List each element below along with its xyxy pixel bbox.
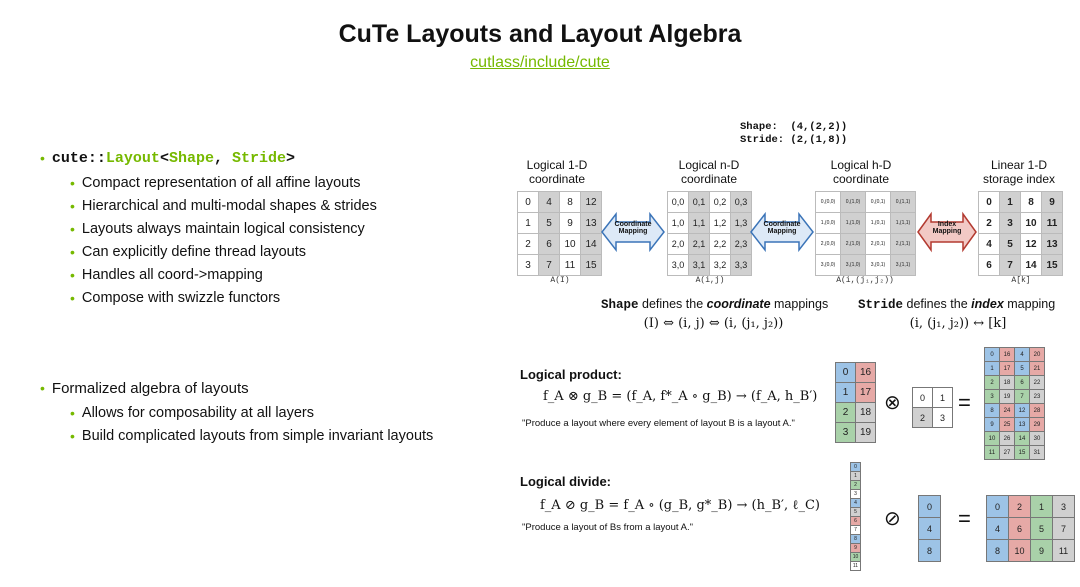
cell: 15 xyxy=(1015,446,1030,460)
cell: 3,0 xyxy=(668,255,689,276)
cell: 8 xyxy=(1021,192,1042,213)
cell: 0,(0,1) xyxy=(866,192,891,213)
bullet-algebra xyxy=(40,380,249,397)
cell: 1,3 xyxy=(731,213,752,234)
arrow-label-3: Index Mapping xyxy=(932,221,962,235)
heading-hd: Logical h-D coordinate xyxy=(830,158,892,186)
cell: 21 xyxy=(1030,362,1045,376)
cell: 5 xyxy=(1000,234,1021,255)
caption-nd: A(i,j) xyxy=(695,276,725,285)
cell: 3 xyxy=(836,423,856,443)
table-row xyxy=(816,234,916,255)
cell: 23 xyxy=(1030,390,1045,404)
table-row xyxy=(851,463,861,472)
table-row xyxy=(518,192,602,213)
table-row xyxy=(851,481,861,490)
bullet-dot: • xyxy=(70,267,75,283)
cell: 3 xyxy=(851,490,861,499)
cell: 9 xyxy=(851,544,861,553)
cell: 11 xyxy=(1042,213,1063,234)
bullet-dot: • xyxy=(70,244,75,260)
stride-def-em: index xyxy=(971,297,1004,311)
cell: 7 xyxy=(1000,255,1021,276)
cell: 0,1 xyxy=(689,192,710,213)
cell: 13 xyxy=(581,213,602,234)
table-row xyxy=(985,418,1045,432)
cell: 1 xyxy=(518,213,539,234)
table-row xyxy=(851,526,861,535)
cell: 12 xyxy=(581,192,602,213)
cell: 2 xyxy=(518,234,539,255)
table-row xyxy=(851,472,861,481)
arrow-label-2: Coordinate Mapping xyxy=(763,221,801,235)
equals-symbol-1: = xyxy=(958,390,971,415)
grid-linear xyxy=(978,191,1063,276)
cell: 17 xyxy=(856,383,876,403)
heading-linear: Linear 1-D storage index xyxy=(982,158,1056,186)
cell: 1,(1,0) xyxy=(841,213,866,234)
table-row xyxy=(985,432,1045,446)
cell: 3,2 xyxy=(710,255,731,276)
shape-line: Shape: (4,(2,2)) xyxy=(740,121,848,133)
cell: 11 xyxy=(1053,540,1075,562)
grid-1d xyxy=(517,191,602,276)
cell: 1 xyxy=(836,383,856,403)
bullet-dot: • xyxy=(40,380,45,396)
logical-divide-quote: "Produce a layout of Bs from a layout A." xyxy=(522,522,693,533)
arrow-label-1: Coordinate Mapping xyxy=(614,221,652,235)
sub-bullet-layout-1 xyxy=(70,198,377,214)
logical-divide-heading: Logical divide: xyxy=(520,474,612,489)
table-row xyxy=(985,390,1045,404)
bullet-dot: • xyxy=(70,428,75,444)
shape-def xyxy=(601,297,828,312)
cell: 7 xyxy=(1053,518,1075,540)
bullet-dot: • xyxy=(70,198,75,214)
cell: 4 xyxy=(539,192,560,213)
table-row xyxy=(987,496,1075,518)
cell: 0,(1,0) xyxy=(841,192,866,213)
cell: 2,(1,0) xyxy=(841,234,866,255)
sub-bullet-text: Layouts always maintain logical consistency xyxy=(81,221,365,237)
cell: 6 xyxy=(979,255,1000,276)
table-row xyxy=(919,518,941,540)
cell: 16 xyxy=(856,363,876,383)
cell: 7 xyxy=(539,255,560,276)
cell: 1 xyxy=(933,388,953,408)
table-row xyxy=(985,376,1045,390)
page-title: CuTe Layouts and Layout Algebra xyxy=(338,20,742,48)
cell: 2,(0,1) xyxy=(866,234,891,255)
oslash-symbol: ⊘ xyxy=(884,508,901,530)
product-result xyxy=(984,347,1045,460)
cell: 13 xyxy=(1015,418,1030,432)
table-row xyxy=(851,562,861,571)
caption-hd: A(i,(j₁,j₂)) xyxy=(836,276,894,285)
cell: 31 xyxy=(1030,446,1045,460)
cell: 1 xyxy=(1000,192,1021,213)
cell: 1,0 xyxy=(668,213,689,234)
sub-bullet-text: Compact representation of all affine layouts xyxy=(81,175,361,191)
cell: 11 xyxy=(560,255,581,276)
cell: 6 xyxy=(539,234,560,255)
cell: 1,(1,1) xyxy=(891,213,916,234)
cell: 0 xyxy=(985,348,1000,362)
cell: 11 xyxy=(985,446,1000,460)
grid-nd xyxy=(667,191,752,276)
cell: 19 xyxy=(1000,390,1015,404)
table-row xyxy=(985,362,1045,376)
stride-def-eq: (i, (j₁, j₂)) ↔ [k] xyxy=(909,316,1007,331)
stride-def xyxy=(858,297,1055,312)
sub-bullet-text: Allows for composability at all layers xyxy=(81,405,314,421)
cell: 8 xyxy=(560,192,581,213)
sub-bullet-text: Compose with swizzle functors xyxy=(81,290,281,306)
logical-product-eq: f_A ⊗ g_B = (f_A, f*_A ∘ g_B) → (f_A, h_B′) xyxy=(543,389,818,404)
product-layout-b xyxy=(912,387,953,428)
sub-bullet-text: Build complicated layouts from simple invariant layouts xyxy=(81,428,434,444)
table-row xyxy=(985,404,1045,418)
logical-product-heading: Logical product: xyxy=(520,367,622,382)
divide-layout-b xyxy=(918,495,941,562)
cell: 9 xyxy=(560,213,581,234)
code-gt: > xyxy=(286,150,296,167)
grid-hd xyxy=(815,191,916,276)
cell: 1,2 xyxy=(710,213,731,234)
heading-nd: Logical n-D coordinate xyxy=(678,158,740,186)
cell: 9 xyxy=(1042,192,1063,213)
table-row xyxy=(979,234,1063,255)
code-comma: , xyxy=(213,150,232,167)
code-lt: < xyxy=(159,150,169,167)
table-row xyxy=(851,553,861,562)
bullet-layout xyxy=(40,150,295,167)
table-row xyxy=(851,490,861,499)
cell: 1 xyxy=(1031,496,1053,518)
table-row xyxy=(851,517,861,526)
cell: 2,0 xyxy=(668,234,689,255)
cell: 6 xyxy=(1015,376,1030,390)
sub-bullet-text: Can explicitly define thread layouts xyxy=(81,244,306,260)
shape-def-code: Shape xyxy=(601,298,639,312)
cell: 5 xyxy=(1031,518,1053,540)
cell: 0,2 xyxy=(710,192,731,213)
cell: 8 xyxy=(851,535,861,544)
cell: 0,0 xyxy=(668,192,689,213)
cell: 6 xyxy=(851,517,861,526)
table-row xyxy=(668,234,752,255)
bullet-dot: • xyxy=(70,405,75,421)
cell: 3,(0,0) xyxy=(816,255,841,276)
heading-1d: Logical 1-D coordinate xyxy=(526,158,588,186)
cell: 5 xyxy=(539,213,560,234)
cell: 27 xyxy=(1000,446,1015,460)
table-row xyxy=(851,508,861,517)
cell: 2 xyxy=(851,481,861,490)
cell: 15 xyxy=(1042,255,1063,276)
divide-result xyxy=(986,495,1075,562)
table-row xyxy=(913,388,953,408)
cell: 3,3 xyxy=(731,255,752,276)
product-layout-a xyxy=(835,362,876,443)
cell: 1 xyxy=(985,362,1000,376)
cell: 9 xyxy=(985,418,1000,432)
cell: 10 xyxy=(851,553,861,562)
cell: 9 xyxy=(1031,540,1053,562)
source-path-link[interactable]: cutlass/include/cute xyxy=(470,54,610,71)
cell: 0 xyxy=(979,192,1000,213)
table-row xyxy=(668,255,752,276)
table-row xyxy=(668,213,752,234)
table-row xyxy=(836,363,876,383)
table-row xyxy=(816,213,916,234)
sub-bullet-algebra-0 xyxy=(70,405,314,421)
cell: 3,(0,1) xyxy=(866,255,891,276)
bullet-dot: • xyxy=(40,150,45,166)
caption-1d: A(I) xyxy=(550,276,570,285)
cell: 2 xyxy=(913,408,933,428)
cell: 2,(0,0) xyxy=(816,234,841,255)
table-row xyxy=(979,192,1063,213)
divide-layout-a xyxy=(850,462,861,571)
equals-symbol-2: = xyxy=(958,506,971,531)
cell: 19 xyxy=(856,423,876,443)
cell: 0,3 xyxy=(731,192,752,213)
cell: 3 xyxy=(933,408,953,428)
code-stride: Stride xyxy=(231,150,286,167)
table-row xyxy=(816,192,916,213)
cell: 1 xyxy=(851,472,861,481)
shape-def-text: defines the xyxy=(638,297,707,311)
cell: 16 xyxy=(1000,348,1015,362)
cell: 4 xyxy=(1015,348,1030,362)
code-namespace: cute:: xyxy=(51,150,106,167)
cell: 4 xyxy=(919,518,941,540)
table-row xyxy=(816,255,916,276)
cell: 18 xyxy=(856,403,876,423)
cell: 8 xyxy=(919,540,941,562)
bullet-algebra-text: Formalized algebra of layouts xyxy=(51,380,249,397)
cell: 1,(0,1) xyxy=(866,213,891,234)
cell: 0,(1,1) xyxy=(891,192,916,213)
sub-bullet-layout-4 xyxy=(70,267,263,283)
cell: 20 xyxy=(1030,348,1045,362)
bullet-dot: • xyxy=(70,221,75,237)
cell: 26 xyxy=(1000,432,1015,446)
logical-product-quote: "Produce a layout where every element of layout B is a layout A." xyxy=(522,418,795,429)
cell: 22 xyxy=(1030,376,1045,390)
sub-bullet-layout-2 xyxy=(70,221,365,237)
cell: 5 xyxy=(1015,362,1030,376)
cell: 0 xyxy=(836,363,856,383)
cell: 12 xyxy=(1015,404,1030,418)
cell: 14 xyxy=(1015,432,1030,446)
cell: 15 xyxy=(581,255,602,276)
cell: 1,(0,0) xyxy=(816,213,841,234)
table-row xyxy=(985,446,1045,460)
code-layout: Layout xyxy=(105,150,160,167)
table-row xyxy=(985,348,1045,362)
cell: 4 xyxy=(979,234,1000,255)
cell: 10 xyxy=(560,234,581,255)
cell: 14 xyxy=(1021,255,1042,276)
shape-def-em: coordinate xyxy=(706,297,771,311)
cell: 4 xyxy=(851,499,861,508)
logical-divide-eq: f_A ⊘ g_B = f_A ∘ (g_B, g*_B) → (h_B′, ℓ_C) xyxy=(540,498,821,513)
caption-linear: A[k] xyxy=(1011,276,1031,285)
cell: 10 xyxy=(1021,213,1042,234)
bullet-dot: • xyxy=(70,175,75,191)
cell: 2 xyxy=(985,376,1000,390)
table-row xyxy=(851,499,861,508)
shape-def-eq: (I) ⇔ (i, j) ⇔ (i, (j₁, j₂)) xyxy=(643,316,784,331)
sub-bullet-algebra-1 xyxy=(70,428,433,444)
table-row xyxy=(851,544,861,553)
shape-def-tail: mappings xyxy=(770,297,829,311)
code-shape: Shape xyxy=(168,150,214,167)
stride-def-code: Stride xyxy=(858,298,904,312)
cell: 3 xyxy=(985,390,1000,404)
stride-def-text: defines the xyxy=(903,297,972,311)
bullet-dot: • xyxy=(70,290,75,306)
cell: 0,(0,0) xyxy=(816,192,841,213)
table-row xyxy=(518,213,602,234)
cell: 0 xyxy=(518,192,539,213)
table-row xyxy=(979,255,1063,276)
cell: 24 xyxy=(1000,404,1015,418)
table-row xyxy=(987,540,1075,562)
cell: 3 xyxy=(518,255,539,276)
sub-bullet-layout-5 xyxy=(70,290,280,306)
cell: 14 xyxy=(581,234,602,255)
cell: 3,(1,1) xyxy=(891,255,916,276)
cell: 6 xyxy=(1009,518,1031,540)
cell: 8 xyxy=(987,540,1009,562)
sub-bullet-layout-3 xyxy=(70,244,306,260)
table-row xyxy=(836,423,876,443)
cell: 13 xyxy=(1042,234,1063,255)
cell: 12 xyxy=(1021,234,1042,255)
cell: 2,2 xyxy=(710,234,731,255)
cell: 0 xyxy=(913,388,933,408)
cell: 2,(1,1) xyxy=(891,234,916,255)
table-row xyxy=(987,518,1075,540)
table-row xyxy=(851,535,861,544)
cell: 3 xyxy=(1000,213,1021,234)
cell: 5 xyxy=(851,508,861,517)
cell: 11 xyxy=(851,562,861,571)
cell: 8 xyxy=(985,404,1000,418)
table-row xyxy=(919,540,941,562)
otimes-symbol: ⊗ xyxy=(884,392,901,414)
cell: 0 xyxy=(987,496,1009,518)
cell: 2 xyxy=(836,403,856,423)
table-row xyxy=(668,192,752,213)
cell: 0 xyxy=(851,463,861,472)
cell: 1,1 xyxy=(689,213,710,234)
cell: 0 xyxy=(919,496,941,518)
cell: 17 xyxy=(1000,362,1015,376)
cell: 3 xyxy=(1053,496,1075,518)
table-row xyxy=(913,408,953,428)
table-row xyxy=(919,496,941,518)
cell: 2 xyxy=(1009,496,1031,518)
cell: 28 xyxy=(1030,404,1045,418)
cell: 7 xyxy=(1015,390,1030,404)
cell: 3,1 xyxy=(689,255,710,276)
cell: 25 xyxy=(1000,418,1015,432)
cell: 2,3 xyxy=(731,234,752,255)
sub-bullet-layout-0 xyxy=(70,175,361,191)
cell: 2 xyxy=(979,213,1000,234)
stride-def-tail: mapping xyxy=(1003,297,1056,311)
cell: 29 xyxy=(1030,418,1045,432)
cell: 3,(1,0) xyxy=(841,255,866,276)
table-row xyxy=(518,234,602,255)
cell: 2,1 xyxy=(689,234,710,255)
stride-line: Stride: (2,(1,8)) xyxy=(740,134,848,146)
table-row xyxy=(979,213,1063,234)
sub-bullet-text: Handles all coord->mapping xyxy=(81,267,263,283)
cell: 4 xyxy=(987,518,1009,540)
cell: 10 xyxy=(985,432,1000,446)
cell: 18 xyxy=(1000,376,1015,390)
cell: 7 xyxy=(851,526,861,535)
table-row xyxy=(836,383,876,403)
sub-bullet-text: Hierarchical and multi-modal shapes & strides xyxy=(81,198,377,214)
cell: 30 xyxy=(1030,432,1045,446)
cell: 10 xyxy=(1009,540,1031,562)
table-row xyxy=(836,403,876,423)
table-row xyxy=(518,255,602,276)
